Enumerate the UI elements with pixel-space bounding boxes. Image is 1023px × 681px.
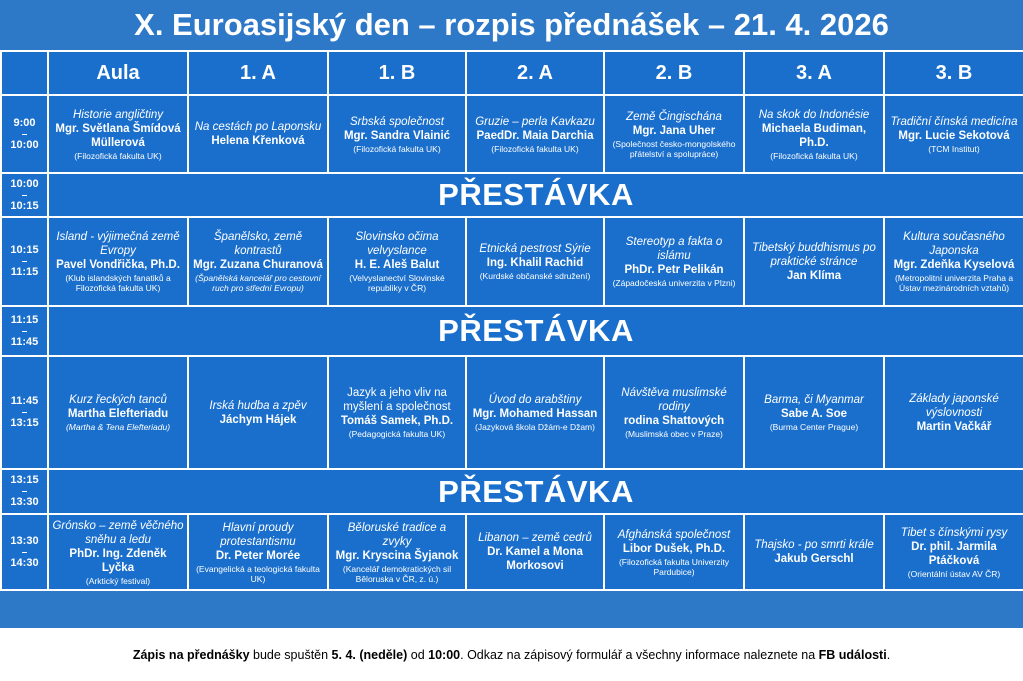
time-start: 11:15 bbox=[10, 313, 39, 326]
lecture-institution: (Kurdské občanské sdružení) bbox=[479, 271, 591, 281]
lecture-topic: Slovinsko očima velvyslance bbox=[355, 231, 439, 257]
lecture-cell[interactable] bbox=[884, 514, 1023, 590]
lecture-topic: Etnická pestrost Sýrie bbox=[479, 243, 591, 255]
lecture-topic: Stereotyp a fakta o islámu bbox=[625, 236, 723, 262]
lecture-topic: Tibetský buddhismus po praktické stránce bbox=[752, 241, 876, 268]
lecture-row bbox=[1, 95, 1023, 173]
lecture-cell[interactable] bbox=[466, 95, 604, 173]
footer-date: 5. 4. (neděle) bbox=[331, 648, 408, 662]
break-row bbox=[1, 306, 1023, 356]
page-title: X. Euroasijský den – rozpis přednášek – 21. 4. 2026 bbox=[134, 7, 889, 42]
lecture-institution: (Kancelář demokratických sil Běloruska v ČR, z. ú.) bbox=[342, 563, 452, 584]
lecture-speaker: Mgr. Lucie Sekotová bbox=[898, 129, 1010, 142]
time-dash: – bbox=[21, 256, 28, 267]
lecture-institution: (Filozofická fakulta Univerzity Pardubice) bbox=[618, 556, 730, 577]
lecture-cell[interactable] bbox=[48, 514, 188, 590]
footer-fb-link[interactable]: FB události bbox=[818, 648, 887, 662]
time-cell bbox=[1, 514, 48, 590]
lecture-cell[interactable] bbox=[188, 217, 328, 306]
lecture-speaker: Mgr. Zuzana Churanová bbox=[193, 259, 323, 271]
lecture-topic: Island - výjimečná země Evropy bbox=[56, 231, 180, 257]
lecture-topic: Kurz řeckých tanců bbox=[69, 394, 167, 406]
room-header-row bbox=[1, 51, 1023, 95]
room-header: Aula bbox=[48, 51, 188, 95]
lecture-topic: Návštěva muslimské rodiny bbox=[621, 387, 727, 413]
lecture-speaker: Mgr. Sandra Vlainić bbox=[343, 129, 451, 142]
lecture-cell[interactable] bbox=[884, 95, 1023, 173]
lecture-cell[interactable] bbox=[604, 217, 744, 306]
time-start: 10:00 bbox=[10, 177, 39, 190]
break-label: PŘESTÁVKA bbox=[48, 469, 1023, 514]
footer-note bbox=[0, 648, 1023, 662]
time-start: 13:15 bbox=[10, 474, 39, 486]
lecture-topic: Na cestách po Laponsku bbox=[194, 121, 322, 133]
lecture-topic: Kultura současného Japonska bbox=[903, 231, 1005, 257]
lecture-cell[interactable] bbox=[744, 356, 884, 469]
room-header: 1. A bbox=[188, 51, 328, 95]
lecture-topic: Španělsko, země kontrastů bbox=[213, 231, 303, 257]
time-dash: – bbox=[21, 189, 28, 201]
lecture-row bbox=[1, 514, 1023, 590]
lecture-row bbox=[1, 217, 1023, 306]
lecture-institution: (Filozofická fakulta UK) bbox=[770, 150, 858, 161]
lecture-cell[interactable] bbox=[604, 514, 744, 590]
lecture-speaker: Jan Klíma bbox=[786, 269, 842, 282]
lecture-institution: (Martha & Tena Elefteriadu) bbox=[65, 422, 171, 432]
lecture-topic: Hlavní proudy protestantismu bbox=[220, 521, 296, 548]
time-end: 13:15 bbox=[10, 417, 39, 429]
lecture-institution: (Burma Center Prague) bbox=[769, 422, 859, 432]
room-header: 1. B bbox=[328, 51, 466, 95]
lecture-cell[interactable] bbox=[48, 217, 188, 306]
lecture-topic: Tradiční čínská medicína bbox=[890, 115, 1018, 128]
lecture-topic: Tibet s čínskými rysy bbox=[900, 526, 1008, 539]
schedule-table bbox=[0, 50, 1023, 591]
lecture-speaker: Mgr. Světlana Šmídová Müllerová bbox=[55, 122, 181, 149]
break-label: PŘESTÁVKA bbox=[48, 173, 1023, 217]
lecture-cell[interactable] bbox=[604, 95, 744, 173]
lecture-cell[interactable] bbox=[744, 217, 884, 306]
time-start: 11:45 bbox=[10, 395, 39, 407]
lecture-institution: (Španělská kancelář pro cestovní ruch pro střední Evropu) bbox=[195, 273, 321, 293]
lecture-cell[interactable] bbox=[328, 95, 466, 173]
time-dash: – bbox=[21, 546, 28, 558]
lecture-speaker: Jakub Gerschl bbox=[774, 553, 854, 565]
lecture-institution: (Jazyková škola Džám-e Džam) bbox=[475, 422, 595, 432]
footer-text: . Odkaz na zápisový formulář a všechny informace naleznete na bbox=[460, 648, 819, 662]
time-end: 13:30 bbox=[10, 496, 39, 508]
lecture-speaker: Jáchym Hájek bbox=[219, 413, 297, 426]
lecture-speaker: Libor Dušek, Ph.D. bbox=[622, 542, 726, 555]
footer-text: bude spuštěn bbox=[249, 648, 332, 662]
footer-text: od bbox=[407, 648, 429, 662]
lecture-speaker: Ing. Khalil Rachid bbox=[486, 257, 584, 269]
time-end: 14:30 bbox=[10, 556, 39, 569]
lecture-speaker: Tomáš Samek, Ph.D. bbox=[340, 415, 454, 427]
time-cell bbox=[1, 469, 48, 514]
lecture-institution: (Společnost česko-mongolského přátelství a spolupráce) bbox=[612, 138, 736, 159]
time-end: 11:15 bbox=[10, 266, 39, 278]
lecture-row bbox=[1, 356, 1023, 469]
corner-cell bbox=[1, 51, 48, 95]
lecture-speaker: Helena Křenková bbox=[211, 135, 305, 147]
lecture-institution: (Filozofická fakulta UK) bbox=[353, 143, 441, 154]
lecture-speaker: Martin Vačkář bbox=[916, 420, 992, 433]
lecture-speaker: H. E. Aleš Balut bbox=[354, 259, 440, 271]
lecture-cell[interactable] bbox=[466, 217, 604, 306]
lecture-speaker: PhDr. Ing. Zdeněk Lyčka bbox=[69, 547, 167, 574]
lecture-cell[interactable] bbox=[604, 356, 744, 469]
room-header: 3. A bbox=[744, 51, 884, 95]
lecture-cell[interactable] bbox=[884, 356, 1023, 469]
lecture-institution: (Muslimská obec v Praze) bbox=[625, 429, 723, 439]
lecture-topic: Jazyk a jeho vliv na myšlení a společnost bbox=[343, 387, 451, 413]
time-cell bbox=[1, 217, 48, 306]
lecture-institution: (Filozofická fakulta UK) bbox=[491, 143, 579, 154]
lecture-cell[interactable] bbox=[48, 95, 188, 173]
lecture-cell[interactable] bbox=[188, 356, 328, 469]
lecture-speaker: Mgr. Kryscina Šyjanok bbox=[335, 549, 459, 562]
lecture-topic: Grónsko – země věčného sněhu a ledu bbox=[52, 519, 184, 546]
lecture-topic: Thajsko - po smrti krále bbox=[754, 539, 874, 551]
lecture-institution: (Západočeská univerzita v Plzni) bbox=[612, 278, 736, 288]
lecture-institution: (Filozofická fakulta UK) bbox=[74, 150, 162, 161]
lecture-institution: (Evangelická a teologická fakulta UK) bbox=[196, 563, 320, 584]
room-header: 2. B bbox=[604, 51, 744, 95]
lecture-speaker: PaedDr. Maia Darchia bbox=[476, 129, 594, 142]
lecture-institution: (Metropolitní univerzita Praha a Ústav mezinárodních vztahů) bbox=[894, 273, 1014, 293]
lecture-cell[interactable] bbox=[884, 217, 1023, 306]
lecture-topic: Gruzie – perla Kavkazu bbox=[475, 115, 595, 128]
lecture-speaker: Pavel Vondřička, Ph.D. bbox=[56, 259, 180, 271]
lecture-speaker: PhDr. Petr Pelikán bbox=[624, 264, 724, 276]
footer-text: . bbox=[886, 648, 891, 662]
lecture-topic: Libanon – země cedrů bbox=[478, 532, 592, 544]
lecture-speaker: Sabe A. Soe bbox=[780, 408, 848, 420]
lecture-institution: (Orientální ústav AV ČR) bbox=[907, 568, 1001, 579]
lecture-topic: Země Čingischána bbox=[626, 110, 722, 123]
lecture-topic: Irská hudba a zpěv bbox=[209, 399, 307, 412]
time-end: 10:15 bbox=[10, 199, 39, 212]
lecture-topic: Základy japonské výslovnosti bbox=[909, 392, 999, 419]
break-row bbox=[1, 173, 1023, 217]
footer-time: 10:00 bbox=[428, 648, 461, 662]
lecture-cell[interactable] bbox=[466, 514, 604, 590]
lecture-institution: (Klub islandských fanatiků a Filozofická fakulta UK) bbox=[65, 273, 171, 293]
lecture-speaker: rodina Shattových bbox=[623, 415, 725, 427]
lecture-institution: (Pedagogická fakulta UK) bbox=[348, 429, 446, 439]
time-dash: – bbox=[21, 486, 28, 497]
break-row bbox=[1, 469, 1023, 514]
time-start: 10:15 bbox=[10, 244, 39, 256]
time-cell bbox=[1, 306, 48, 356]
lecture-cell[interactable] bbox=[466, 356, 604, 469]
lecture-topic: Historie angličtiny bbox=[72, 108, 164, 121]
lecture-cell[interactable] bbox=[188, 514, 328, 590]
lecture-topic: Úvod do arabštiny bbox=[488, 394, 582, 406]
lecture-cell[interactable] bbox=[744, 95, 884, 173]
lecture-cell[interactable] bbox=[188, 95, 328, 173]
lecture-speaker: Dr. Peter Morée bbox=[215, 549, 301, 562]
lecture-cell[interactable] bbox=[328, 356, 466, 469]
lecture-topic: Srbská společnost bbox=[350, 115, 444, 128]
lecture-speaker: Mgr. Zdeňka Kyselová bbox=[893, 259, 1015, 271]
lecture-speaker: Mgr. Jana Uher bbox=[632, 124, 716, 137]
lecture-speaker: Mgr. Mohamed Hassan bbox=[472, 408, 598, 420]
footer-registration: Zápis na přednášky bbox=[132, 648, 250, 662]
lecture-speaker: Dr. phil. Jarmila Ptáčková bbox=[911, 540, 997, 567]
time-start: 9:00 bbox=[13, 116, 36, 129]
lecture-cell[interactable] bbox=[328, 217, 466, 306]
lecture-topic: Afghánská společnost bbox=[617, 528, 731, 541]
time-end: 11:45 bbox=[10, 335, 39, 348]
time-dash: – bbox=[21, 325, 28, 337]
lecture-institution: (TCM Institut) bbox=[928, 143, 980, 154]
time-cell bbox=[1, 356, 48, 469]
time-end: 10:00 bbox=[10, 138, 39, 151]
lecture-topic: Běloruské tradice a zvyky bbox=[347, 521, 447, 548]
lecture-cell[interactable] bbox=[328, 514, 466, 590]
time-dash: – bbox=[21, 128, 28, 140]
break-label: PŘESTÁVKA bbox=[48, 306, 1023, 356]
time-start: 13:30 bbox=[10, 534, 39, 547]
lecture-topic: Na skok do Indonésie bbox=[758, 108, 870, 121]
lecture-cell[interactable] bbox=[744, 514, 884, 590]
time-cell bbox=[1, 95, 48, 173]
room-header: 2. A bbox=[466, 51, 604, 95]
lecture-speaker: Martha Elefteriadu bbox=[67, 408, 169, 420]
lecture-institution: (Arktický festival) bbox=[85, 575, 151, 586]
lecture-topic: Barma, či Myanmar bbox=[764, 394, 864, 406]
time-cell bbox=[1, 173, 48, 217]
time-dash: – bbox=[21, 407, 28, 418]
room-header: 3. B bbox=[884, 51, 1023, 95]
lecture-speaker: Michaela Budiman, Ph.D. bbox=[761, 122, 867, 149]
lecture-institution: (Velvyslanectví Slovinské republiky v ČR) bbox=[349, 273, 445, 293]
lecture-speaker: Dr. Kamel a Mona Morkosovi bbox=[487, 546, 583, 572]
lecture-cell[interactable] bbox=[48, 356, 188, 469]
